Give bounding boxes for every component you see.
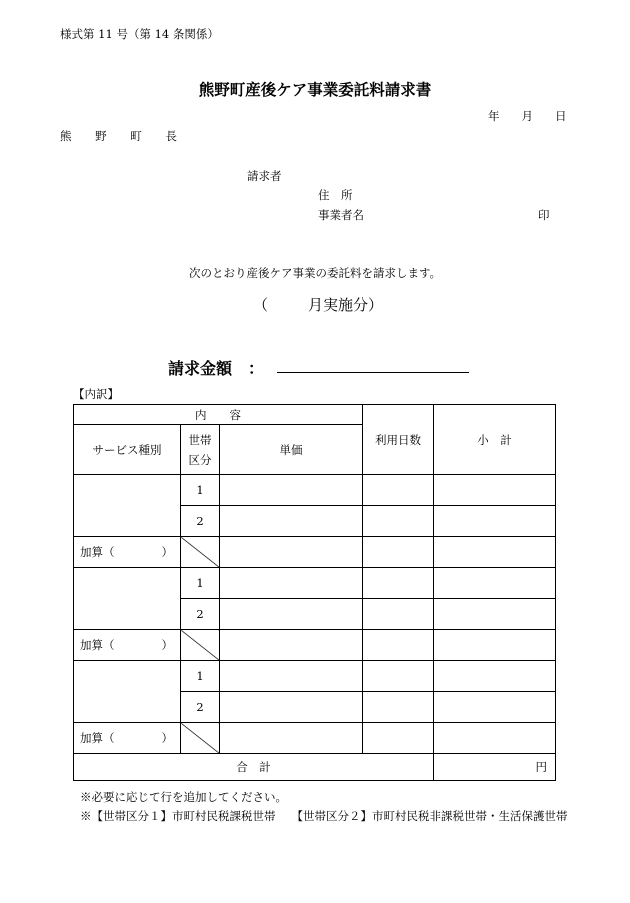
unit-price-cell — [220, 723, 363, 754]
date-day: 日 — [555, 109, 567, 123]
content-header: 内 容 — [74, 405, 363, 425]
household-class-cell: 2 — [181, 506, 220, 537]
addition-close: ） — [161, 638, 173, 652]
subtotal-cell — [434, 692, 556, 723]
household-class-cell: 1 — [181, 568, 220, 599]
days-cell — [363, 661, 434, 692]
unit-price-cell — [220, 599, 363, 630]
subtotal-cell — [434, 568, 556, 599]
date-line — [488, 108, 567, 124]
days-cell — [363, 475, 434, 506]
addition-close: ） — [161, 545, 173, 559]
breakdown-table — [73, 404, 556, 781]
service-type-cell — [74, 661, 181, 723]
household-class-cell: 2 — [181, 599, 220, 630]
unit-price-cell — [220, 630, 363, 661]
subtotal-cell — [434, 537, 556, 568]
addition-cell — [74, 630, 181, 661]
days-cell — [363, 537, 434, 568]
service-type-cell — [74, 475, 181, 537]
requester-label: 請求者 — [247, 169, 282, 183]
period-text: 月実施分） — [308, 296, 384, 314]
subtotal-header: 小 計 — [434, 405, 556, 475]
addressee: 熊 野 町 長 — [60, 129, 187, 143]
period-open-paren: （ — [253, 296, 269, 314]
household-class-header — [181, 425, 220, 475]
subtotal-cell — [434, 723, 556, 754]
household-class-cell: 2 — [181, 692, 220, 723]
diagonal-blank-cell — [181, 630, 220, 661]
request-statement: 次のとおり産後ケア事業の委託料を請求します。 — [188, 266, 442, 280]
subtotal-cell — [434, 661, 556, 692]
unit-price-cell — [220, 568, 363, 599]
diagonal-blank-cell — [181, 723, 220, 754]
form-number: 様式第 11 号（第 14 条関係） — [60, 27, 219, 41]
service-type-cell — [74, 568, 181, 630]
days-header: 利用日数 — [363, 405, 434, 475]
days-cell — [363, 723, 434, 754]
addition-cell — [74, 723, 181, 754]
unit-price-cell — [220, 537, 363, 568]
addition-open: 加算（ — [80, 731, 115, 745]
subtotal-cell — [434, 599, 556, 630]
unit-price-cell — [220, 506, 363, 537]
unit-price-cell — [220, 475, 363, 506]
diagonal-blank-cell — [181, 537, 220, 568]
addition-cell — [74, 537, 181, 568]
date-year: 年 — [488, 109, 500, 123]
subtotal-cell — [434, 475, 556, 506]
unit-price-header: 単価 — [220, 425, 363, 475]
household-class-cell: 1 — [181, 661, 220, 692]
total-amount-cell: 円 — [434, 754, 556, 781]
billing-amount-line — [277, 372, 469, 373]
days-cell — [363, 568, 434, 599]
unit-price-cell — [220, 692, 363, 723]
household-class-cell: 1 — [181, 475, 220, 506]
household-header-line2: 区分 — [188, 452, 212, 467]
total-label: 合 計 — [74, 754, 434, 781]
address-label: 住 所 — [318, 188, 353, 202]
days-cell — [363, 630, 434, 661]
subtotal-cell — [434, 630, 556, 661]
date-month: 月 — [521, 109, 533, 123]
household-header-line1: 世帯 — [188, 432, 212, 447]
note-add-rows: ※必要に応じて行を追加してください。 — [80, 790, 287, 804]
note-household-classes — [80, 808, 584, 824]
service-type-header: サービス種別 — [74, 425, 181, 475]
business-name-label: 事業者名 — [318, 208, 364, 222]
days-cell — [363, 506, 434, 537]
breakdown-label: 【内訳】 — [73, 387, 119, 401]
days-cell — [363, 599, 434, 630]
subtotal-cell — [434, 506, 556, 537]
addition-open: 加算（ — [80, 545, 115, 559]
document-title: 熊野町産後ケア事業委託料請求書 — [198, 80, 432, 99]
note-class-2: 【世帯区分２】市町村民税非課税世帯・生活保護世帯 — [291, 809, 568, 823]
seal-mark: 印 — [538, 208, 550, 222]
note-class-1: ※【世帯区分１】市町村民税課税世帯 — [80, 809, 276, 823]
days-cell — [363, 692, 434, 723]
implementation-period — [253, 294, 383, 315]
addition-open: 加算（ — [80, 638, 115, 652]
billing-amount-label: 請求金額 ： — [168, 359, 265, 378]
unit-price-cell — [220, 661, 363, 692]
addition-close: ） — [161, 731, 173, 745]
